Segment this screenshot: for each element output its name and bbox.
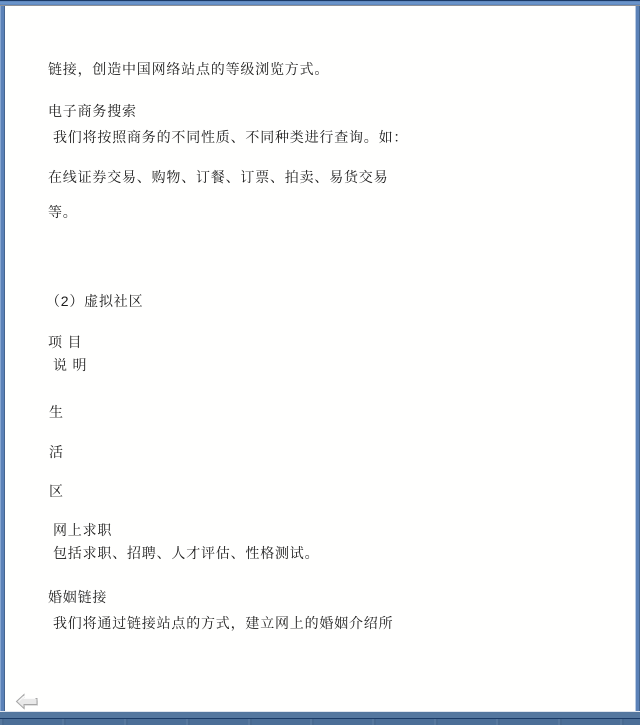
text-line: 网上求职 <box>53 522 113 538</box>
back-arrow-icon <box>14 692 40 711</box>
text-line: 链接，创造中国网络站点的等级浏览方式。 <box>48 61 330 77</box>
text-line: 说 明 <box>53 357 88 373</box>
taskbar-edge-segments <box>0 719 640 725</box>
text-line: 区 <box>49 483 64 499</box>
text-line: 我们将通过链接站点的方式，建立网上的婚姻介绍所 <box>53 615 394 631</box>
text-line: 包括求职、招聘、人才评估、性格测试。 <box>53 545 320 561</box>
text-line: 我们将按照商务的不同性质、不同种类进行查询。如： <box>53 129 409 145</box>
text-line: 等。 <box>48 204 78 220</box>
window-right-border <box>635 6 640 712</box>
back-button[interactable] <box>14 692 40 711</box>
document-page <box>5 6 635 711</box>
text-line: 婚姻链接 <box>48 589 108 605</box>
window-bottom-border <box>0 711 640 725</box>
text-line: 活 <box>49 444 64 460</box>
text-line: 电子商务搜索 <box>48 103 137 119</box>
text-line: 项 目 <box>48 334 83 350</box>
text-line: 在线证券交易、购物、订餐、订票、拍卖、易货交易 <box>48 169 389 185</box>
text-line: 生 <box>49 404 64 420</box>
text-line: （2）虚拟社区 <box>46 293 144 309</box>
